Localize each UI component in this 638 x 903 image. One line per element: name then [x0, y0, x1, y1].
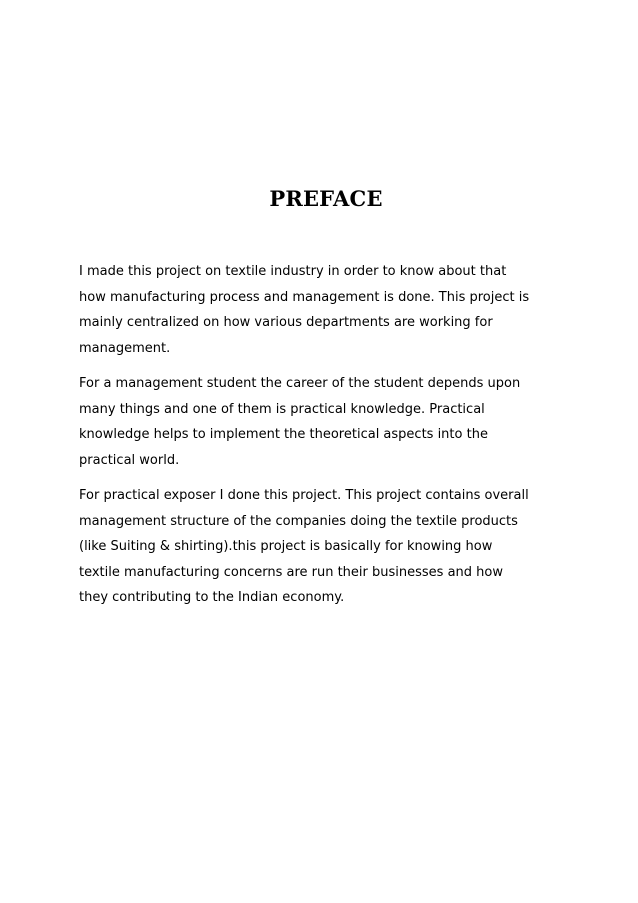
text-line: (like Suiting & shirting).this project is basically for knowing how	[79, 539, 493, 554]
text-line: how manufacturing process and management is done. This project is	[79, 289, 530, 305]
text-line: For a management student the career of the student depends upon	[79, 376, 521, 391]
text-line: textile manufacturing concerns are run their businesses and how	[79, 564, 503, 580]
preface-body	[79, 259, 579, 621]
text-line: knowledge helps to implement the theoretical aspects into the	[79, 427, 488, 442]
paragraph-3	[79, 483, 579, 611]
paragraph-2	[79, 371, 579, 473]
text-line: management structure of the companies doing the textile products	[79, 513, 518, 529]
text-line: mainly centralized on how various departments are working for	[79, 315, 493, 330]
paragraph-1	[79, 259, 579, 361]
text-line: For practical exposer I done this project. This project contains overall	[79, 488, 529, 503]
text-line: practical world.	[79, 452, 180, 468]
text-line: I made this project on textile industry in order to know about that	[79, 264, 507, 279]
text-line: many things and one of them is practical knowledge. Practical	[79, 401, 485, 417]
page-title: PREFACE	[269, 186, 383, 211]
text-line: they contributing to the Indian economy.	[79, 590, 345, 605]
text-line: management.	[79, 340, 171, 356]
